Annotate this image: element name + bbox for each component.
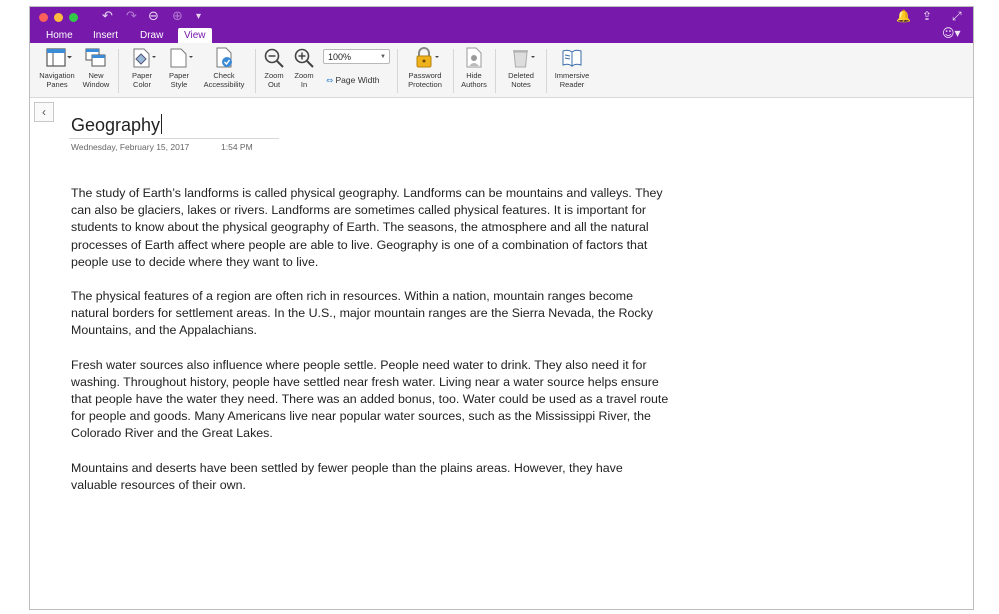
hide-authors-icon bbox=[463, 47, 485, 69]
accessibility-check-icon bbox=[213, 47, 235, 69]
ribbon-separator bbox=[397, 49, 398, 93]
ribbon-separator bbox=[495, 49, 496, 93]
tab-draw[interactable]: Draw bbox=[140, 30, 164, 41]
note-body[interactable] bbox=[71, 185, 671, 511]
close-window-button[interactable] bbox=[39, 13, 48, 22]
back-circle-icon[interactable]: ⊖ bbox=[148, 9, 159, 24]
zoom-level-value: 100% bbox=[328, 52, 352, 62]
navigation-panes-label: Navigation Panes bbox=[39, 71, 75, 89]
feedback-smiley-icon[interactable]: ☺▾ bbox=[942, 26, 961, 40]
navigation-panes-icon bbox=[46, 47, 68, 69]
undo-icon[interactable]: ↶ bbox=[102, 9, 113, 24]
immersive-reader-label: Immersive Reader bbox=[554, 71, 590, 89]
zoom-level-select[interactable] bbox=[323, 49, 390, 64]
page-width-icon: ⇔ bbox=[326, 76, 334, 86]
redo-icon[interactable]: ↷ bbox=[126, 9, 137, 24]
onenote-window bbox=[29, 6, 974, 610]
title-underline bbox=[69, 138, 279, 139]
page-title-text: Geography bbox=[71, 115, 161, 135]
tab-insert[interactable]: Insert bbox=[93, 30, 119, 41]
fullscreen-icon[interactable]: ⤢ bbox=[952, 9, 962, 23]
zoom-in-icon bbox=[293, 47, 315, 69]
zoom-out-icon bbox=[263, 47, 285, 69]
customize-toolbar-icon[interactable]: ▾ bbox=[196, 11, 202, 22]
title-bar bbox=[30, 7, 973, 43]
chevron-down-icon: ▼ bbox=[380, 54, 386, 60]
zoom-in-button[interactable] bbox=[290, 47, 318, 89]
ribbon-separator bbox=[546, 49, 547, 93]
deleted-notes-button[interactable] bbox=[502, 47, 540, 89]
note-paragraph[interactable]: The physical features of a region are often rich in resources. Within a nation, mountain ranges become natural borders for settlement areas. In the U.S., major mountain ranges are the Sierra Nevada, the Rocky Mountains, and the Appalachians. bbox=[71, 289, 653, 338]
tab-view[interactable]: View bbox=[178, 28, 212, 43]
zoom-in-label: Zoom In bbox=[294, 71, 314, 89]
page-width-button[interactable] bbox=[326, 75, 379, 86]
zoom-window-button[interactable] bbox=[69, 13, 78, 22]
deleted-notes-label: Deleted Notes bbox=[508, 71, 534, 89]
ribbon-tabs bbox=[30, 28, 973, 43]
page-date: Wednesday, February 15, 2017 bbox=[71, 142, 190, 152]
trash-icon bbox=[510, 47, 532, 69]
new-window-icon bbox=[85, 47, 107, 69]
ribbon-separator bbox=[118, 49, 119, 93]
paper-color-label: Paper Color bbox=[131, 71, 152, 89]
forward-circle-icon[interactable]: ⊕ bbox=[172, 9, 183, 24]
share-icon[interactable]: ⇪ bbox=[922, 9, 933, 23]
minimize-window-button[interactable] bbox=[54, 13, 63, 22]
page-title[interactable] bbox=[71, 114, 162, 136]
page-time: 1:54 PM bbox=[221, 142, 253, 152]
zoom-out-button[interactable] bbox=[260, 47, 288, 89]
paper-style-label: Paper Style bbox=[168, 71, 189, 89]
ribbon-separator bbox=[453, 49, 454, 93]
view-ribbon bbox=[30, 43, 973, 98]
hide-authors-button[interactable] bbox=[458, 47, 490, 89]
paper-style-icon bbox=[168, 47, 190, 69]
lock-icon bbox=[414, 47, 436, 69]
text-cursor bbox=[161, 114, 162, 134]
password-protection-label: Password Protection bbox=[408, 71, 442, 89]
zoom-out-label: Zoom Out bbox=[264, 71, 284, 89]
tab-home[interactable]: Home bbox=[46, 30, 73, 41]
check-accessibility-label: Check Accessibility bbox=[203, 71, 245, 89]
new-window-label: New Window bbox=[82, 71, 110, 89]
new-window-button[interactable] bbox=[78, 47, 114, 89]
check-accessibility-button[interactable] bbox=[198, 47, 250, 89]
immersive-reader-icon bbox=[561, 47, 583, 69]
paper-style-button[interactable] bbox=[163, 47, 195, 89]
navigation-panes-button[interactable] bbox=[36, 47, 78, 89]
chevron-left-icon: ‹ bbox=[42, 105, 46, 119]
note-paragraph[interactable]: Mountains and deserts have been settled by fewer people than the plains areas. However, they have valuable resources of their own. bbox=[71, 460, 623, 492]
back-button[interactable] bbox=[34, 102, 54, 122]
bell-icon[interactable]: 🔔 bbox=[896, 9, 911, 23]
paint-bucket-icon bbox=[131, 47, 153, 69]
immersive-reader-button[interactable] bbox=[550, 47, 594, 89]
hide-authors-label: Hide Authors bbox=[461, 71, 487, 89]
note-paragraph[interactable]: The study of Earth’s landforms is called physical geography. Landforms can be mountains and valleys. They can also be glaciers, lakes or rivers. Landforms are sometimes called physical features. It is important for students to know about the physical geography of Earth. The seasons, the atmosphere and all the natural processes of Earth affect where people are able to live. Geography is one of a combination of factors that people use to decide where they want to live. bbox=[71, 186, 663, 269]
page-width-label: Page Width bbox=[335, 75, 380, 85]
note-paragraph[interactable]: Fresh water sources also influence where people settle. People need water to drink. They also need it for washing. Throughout history, people have settled near fresh water. Living near a water source helps ensure that people have the water they need. There was an added bonus, too. Water could be used as a travel route for people and goods. Many Americans live near popular water sources, such as the Mississippi River, the Colorado River and the Great Lakes. bbox=[71, 357, 669, 441]
ribbon-separator bbox=[255, 49, 256, 93]
password-protection-button[interactable] bbox=[402, 47, 448, 89]
paper-color-button[interactable] bbox=[125, 47, 159, 89]
